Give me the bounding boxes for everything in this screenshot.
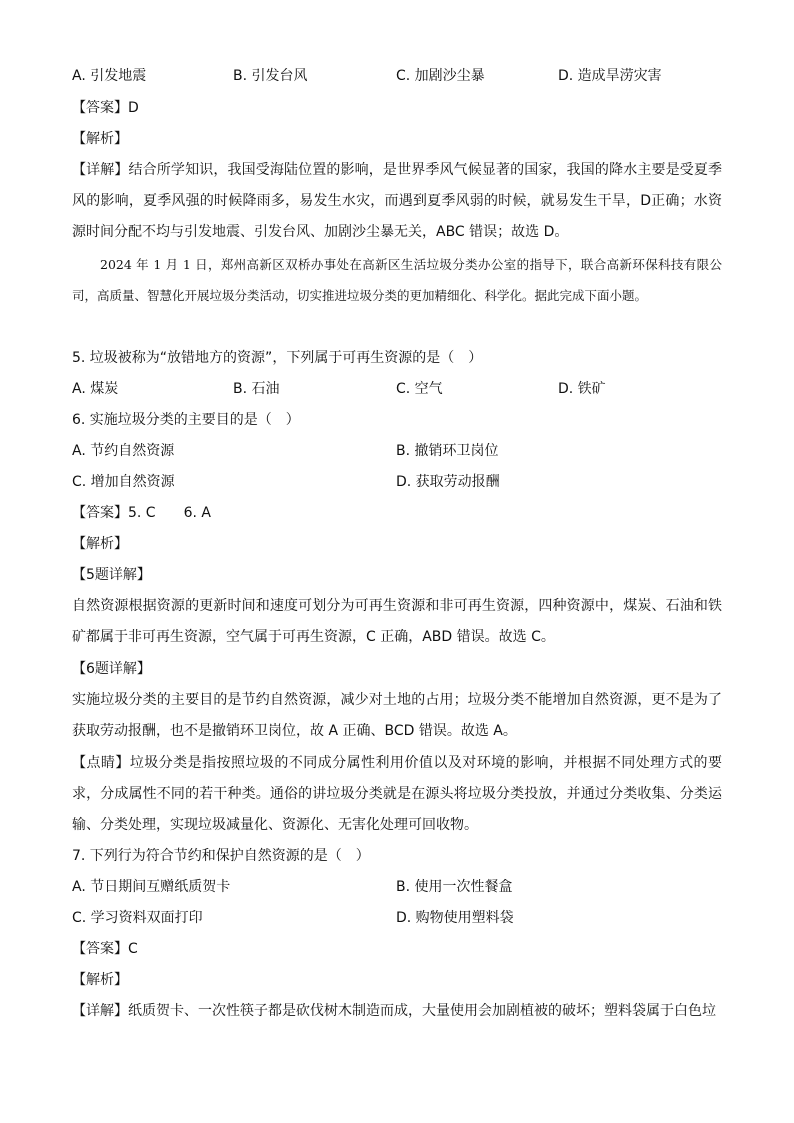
q6-option-b: B. 撤销环卫岗位 <box>396 443 499 459</box>
q6-option-c: C. 增加自然资源 <box>72 474 175 490</box>
q7-detail: 【详解】纸质贺卡、一次性筷子都是砍伐树木制造而成，大量使用会加剧植被的破坏；塑料袋属于白色垃 <box>72 1003 716 1019</box>
q4-option-b: B. 引发台风 <box>233 68 308 84</box>
q56-answer: 【答案】5. C 6. A <box>72 505 211 521</box>
q7-answer: 【答案】C <box>72 941 138 957</box>
q6-option-a: A. 节约自然资源 <box>72 443 175 459</box>
q4-detail: 【详解】结合所学知识，我国受海陆位置的影响，是世界季风气候显著的国家，我国的降水主要是受夏季风的影响，夏季风强的时候降雨多，易发生水灾，而遇到夏季风弱的时候，就易发生干旱，D正确；水资源时间分配不均与引发地震、引发台风、加剧沙尘暴无关，ABC 错误；故选 D。 <box>72 162 722 240</box>
q5-option-a: A. 煤炭 <box>72 381 119 397</box>
q4-option-d: D. 造成旱涝灾害 <box>558 68 662 84</box>
q7-option-a: A. 节日期间互赠纸质贺卡 <box>72 879 231 895</box>
material-text: 2024 年 1 月 1 日，郑州高新区双桥办事处在高新区生活垃圾分类办公室的指导下，联合高新环保科技有限公司，高质量、智慧化开展垃圾分类活动，切实推进垃圾分类的更加精细化、科学化。据此完成下面小题。 <box>72 257 722 303</box>
q5-stem: 5. 垃圾被称为“放错地方的资源”，下列属于可再生资源的是（ ） <box>72 350 483 366</box>
q4-analysis-label: 【解析】 <box>72 131 128 147</box>
q56-tip: 【点睛】垃圾分类是指按照垃圾的不同成分属性利用价值以及对环境的影响，并根据不同处理方式的要求，分成属性不同的若干种类。通俗的讲垃圾分类就是在源头将垃圾分类投放，并通过分类收集、分类运输、分类处理，实现垃圾减量化、资源化、无害化处理可回收物。 <box>72 755 722 833</box>
q7-option-d: D. 购物使用塑料袋 <box>396 910 514 926</box>
q7-stem: 7. 下列行为符合节约和保护自然资源的是（ ） <box>72 848 370 864</box>
q6-detail: 实施垃圾分类的主要目的是节约自然资源，减少对土地的占用；垃圾分类不能增加自然资源，更不是为了获取劳动报酬，也不是撤销环卫岗位，故 A 正确、BCD 错误。故选 A。 <box>72 692 722 739</box>
q5-option-d: D. 铁矿 <box>558 381 606 397</box>
q5-detail-label: 【5题详解】 <box>72 567 151 583</box>
q4-option-a: A. 引发地震 <box>72 68 147 84</box>
q5-option-b: B. 石油 <box>233 381 280 397</box>
q6-stem: 6. 实施垃圾分类的主要目的是（ ） <box>72 412 300 428</box>
q6-detail-label: 【6题详解】 <box>72 661 151 677</box>
material-paragraph <box>72 249 722 311</box>
q6-option-d: D. 获取劳动报酬 <box>396 474 500 490</box>
q5-detail: 自然资源根据资源的更新时间和速度可划分为可再生资源和非可再生资源，四种资源中，煤炭、石油和铁矿都属于非可再生资源，空气属于可再生资源，C 正确，ABD 错误。故选 C。 <box>72 598 722 645</box>
q4-option-c: C. 加剧沙尘暴 <box>396 68 485 84</box>
q56-analysis-label: 【解析】 <box>72 536 128 552</box>
q7-analysis-label: 【解析】 <box>72 972 128 988</box>
q7-option-c: C. 学习资料双面打印 <box>72 910 203 926</box>
q7-option-b: B. 使用一次性餐盒 <box>396 879 513 895</box>
q5-option-c: C. 空气 <box>396 381 443 397</box>
q4-answer: 【答案】D <box>72 100 139 116</box>
